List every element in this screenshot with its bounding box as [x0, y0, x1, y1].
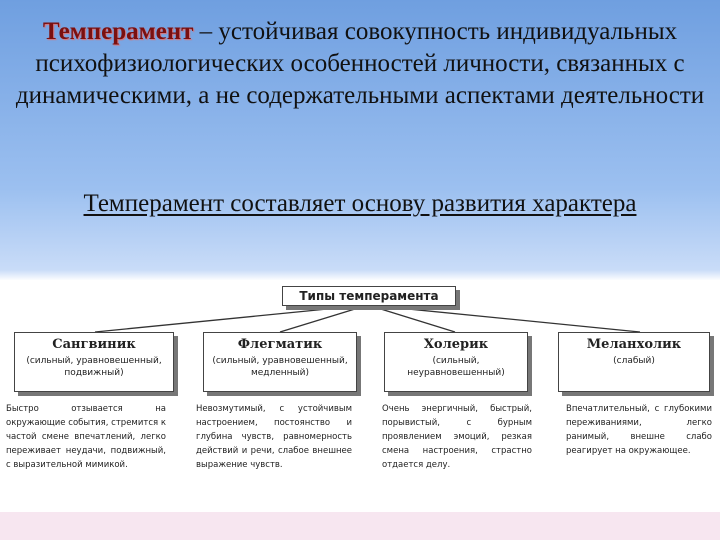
- temperament-diagram: [0, 280, 720, 510]
- description-choleric: Очень энергичный, быстрый, порывистый, с бурным проявлением эмоций, резкая смена настроения, страстно отдается делу.: [382, 404, 532, 470]
- root-box: Типы темперамента: [282, 286, 456, 306]
- type-properties: (сильный, неуравновешенный): [407, 356, 505, 378]
- type-name: Холерик: [423, 337, 489, 352]
- slide-title: [0, 16, 720, 112]
- type-name: Меланхолик: [586, 337, 682, 352]
- bottom-band: [0, 512, 720, 540]
- description-melancholic: Впечатлительный, с глубокими переживаниями, легко ранимый, внешне слабо реагирует на окружающее.: [566, 404, 712, 456]
- description-phlegmatic: Невозмутимый, с устойчивым настроением, постоянство и глубина чувств, равномерность действий и речи, слабое внешнее выражение чувств.: [196, 404, 352, 470]
- type-box-phlegmatic: [203, 332, 357, 392]
- type-properties: (сильный, уравновешенный, медленный): [212, 356, 348, 378]
- type-name: Сангвиник: [52, 337, 136, 352]
- type-properties: (сильный, уравновешенный, подвижный): [26, 356, 162, 378]
- type-properties: (слабый): [613, 356, 655, 366]
- connector-sanguine: [95, 305, 368, 332]
- type-name: Флегматик: [237, 337, 323, 352]
- slide-subtitle: Темперамент составляет основу развития характера: [83, 190, 637, 217]
- title-definition: – устойчивая совокупность индивидуальных психофизиологических особенностей личности, связанных с динамическими, а не содержательными аспектами деятельности: [15, 18, 705, 109]
- description-sanguine: Быстро отзывается на окружающие события, стремится к частой смене впечатлений, легко переживает неудачи, подвижный, с выразительной мимикой.: [6, 404, 166, 470]
- type-box-melancholic: [558, 332, 710, 392]
- type-box-sanguine: [14, 332, 174, 392]
- connector-melancholic: [368, 305, 640, 332]
- title-term: Темперамент: [42, 18, 194, 45]
- type-box-choleric: [384, 332, 528, 392]
